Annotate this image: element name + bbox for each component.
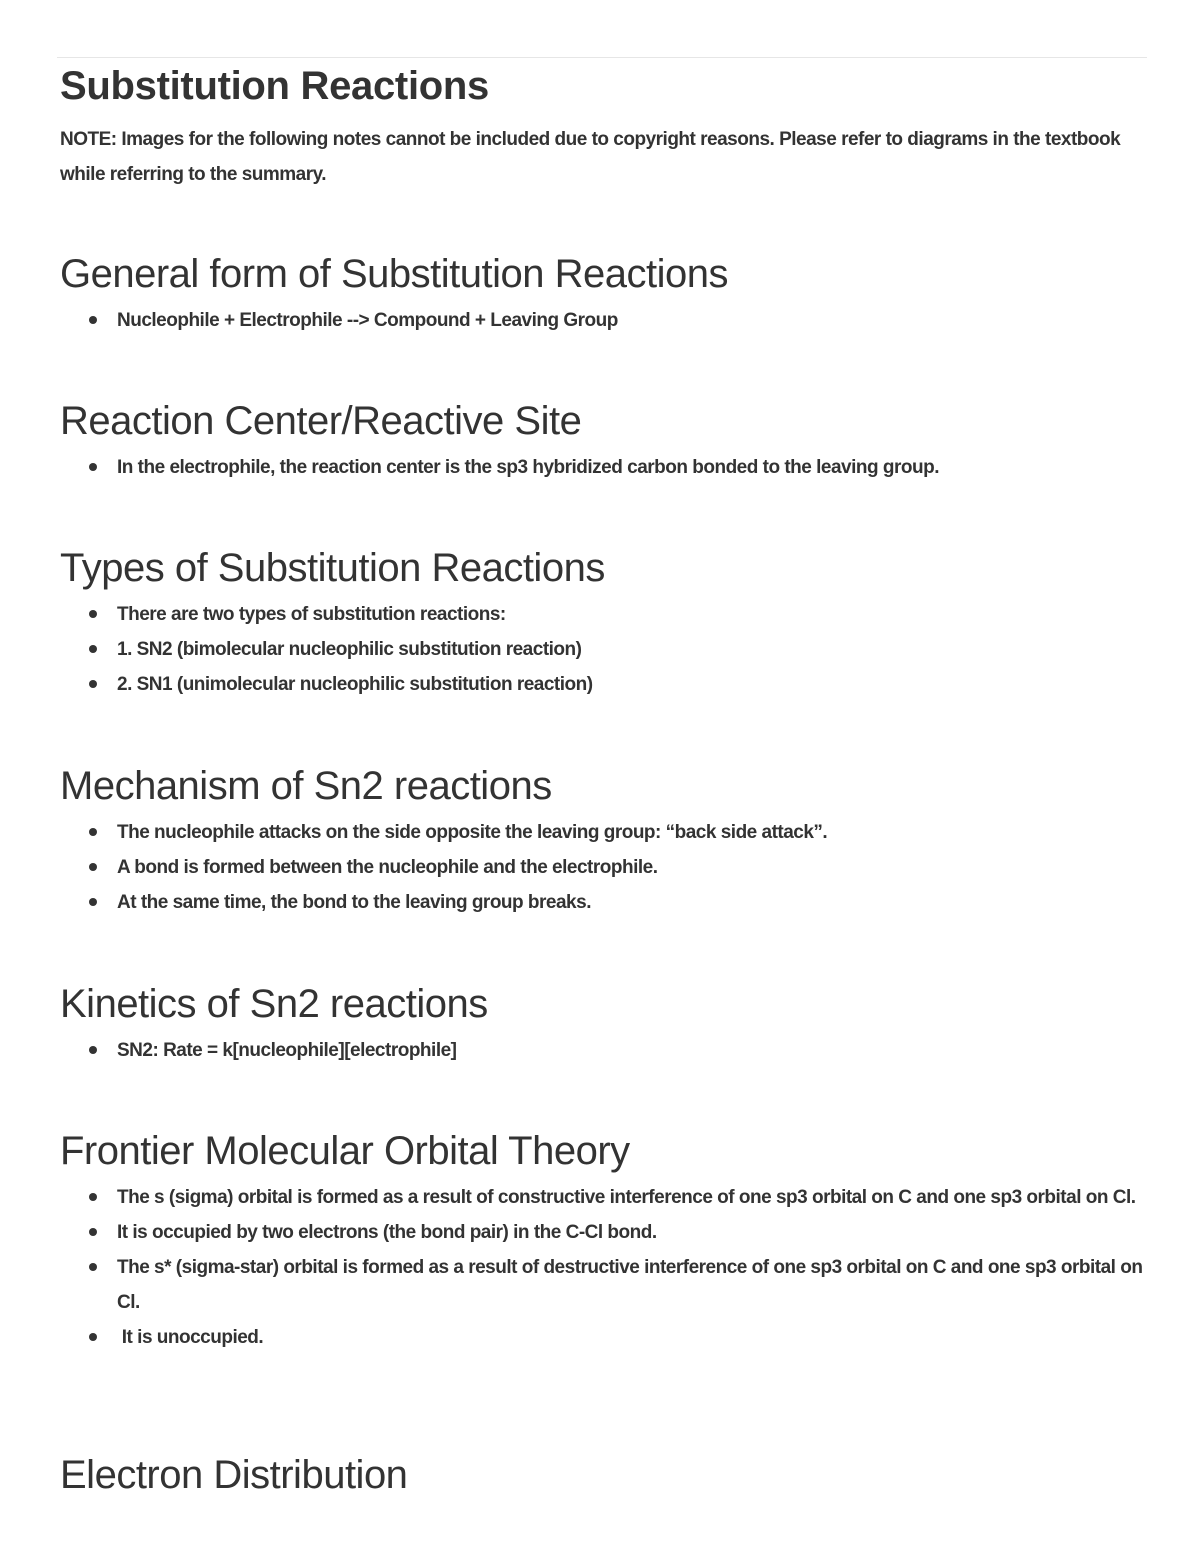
bullet-icon <box>89 1228 97 1236</box>
bullet-list <box>60 303 1145 338</box>
section-heading: Kinetics of Sn2 reactions <box>60 982 488 1026</box>
list-item-text: The s* (sigma-star) orbital is formed as a result of destructive interference of one sp3 orbital on C and one sp3 orbital on Cl. <box>117 1257 1143 1313</box>
bullet-icon <box>89 1333 97 1341</box>
list-item <box>117 667 1145 702</box>
list-item <box>117 1250 1145 1320</box>
list-item-text: At the same time, the bond to the leaving group breaks. <box>117 892 591 913</box>
list-item <box>117 597 1145 632</box>
section-general-form <box>60 250 1145 338</box>
bullet-icon <box>89 1193 97 1201</box>
bullet-icon <box>89 610 97 618</box>
list-item <box>117 1320 1145 1355</box>
bullet-icon <box>89 645 97 653</box>
list-item-text: SN2: Rate = k[nucleophile][electrophile] <box>117 1040 457 1061</box>
list-item <box>117 885 1145 920</box>
list-item-text: In the electrophile, the reaction center is the sp3 hybridized carbon bonded to the leaving group. <box>117 457 939 478</box>
list-item <box>117 1033 1145 1068</box>
list-item <box>117 815 1145 850</box>
section-heading: Frontier Molecular Orbital Theory <box>60 1129 630 1173</box>
section-electron-distribution <box>60 1451 1145 1499</box>
bullet-icon <box>89 316 97 324</box>
section-heading: Types of Substitution Reactions <box>60 546 605 590</box>
list-item <box>117 450 1145 485</box>
list-item-text: There are two types of substitution reactions: <box>117 604 506 625</box>
section-frontier-orbital <box>60 1127 1145 1355</box>
section-heading: Mechanism of Sn2 reactions <box>60 764 552 808</box>
bullet-icon <box>89 680 97 688</box>
section-heading: General form of Substitution Reactions <box>60 252 729 296</box>
list-item-text: 2. SN1 (unimolecular nucleophilic substitution reaction) <box>117 674 593 695</box>
section-types <box>60 544 1145 702</box>
top-divider <box>57 57 1147 58</box>
bullet-icon <box>89 898 97 906</box>
bullet-list <box>60 450 1145 485</box>
section-reaction-center <box>60 397 1145 485</box>
section-mechanism <box>60 762 1145 920</box>
bullet-list <box>60 1180 1145 1355</box>
list-item-text: A bond is formed between the nucleophile and the electrophile. <box>117 857 658 878</box>
list-item <box>117 850 1145 885</box>
bullet-icon <box>89 828 97 836</box>
bullet-icon <box>89 1263 97 1271</box>
page-title: Substitution Reactions <box>60 64 489 108</box>
list-item <box>117 1215 1145 1250</box>
list-item-text: The nucleophile attacks on the side opposite the leaving group: “back side attack”. <box>117 822 828 843</box>
bullet-icon <box>89 1046 97 1054</box>
list-item <box>117 1180 1145 1215</box>
list-item-text: It is unoccupied. <box>117 1327 264 1348</box>
section-heading: Electron Distribution <box>60 1453 408 1497</box>
bullet-list <box>60 1033 1145 1068</box>
bullet-icon <box>89 863 97 871</box>
list-item-text: 1. SN2 (bimolecular nucleophilic substitution reaction) <box>117 639 582 660</box>
list-item-text: Nucleophile + Electrophile --> Compound + Leaving Group <box>117 310 618 331</box>
section-heading: Reaction Center/Reactive Site <box>60 399 582 443</box>
section-kinetics <box>60 980 1145 1068</box>
list-item <box>117 632 1145 667</box>
copyright-note: NOTE: Images for the following notes cannot be included due to copyright reasons. Please refer to diagrams in the textbook while referring to the summary. <box>60 129 1121 185</box>
bullet-list <box>60 815 1145 920</box>
bullet-icon <box>89 463 97 471</box>
bullet-list <box>60 597 1145 702</box>
list-item-text: The s (sigma) orbital is formed as a result of constructive interference of one sp3 orbital on C and one sp3 orbital on Cl. <box>117 1187 1136 1208</box>
list-item-text: It is occupied by two electrons (the bond pair) in the C-Cl bond. <box>117 1222 657 1243</box>
list-item <box>117 303 1145 338</box>
